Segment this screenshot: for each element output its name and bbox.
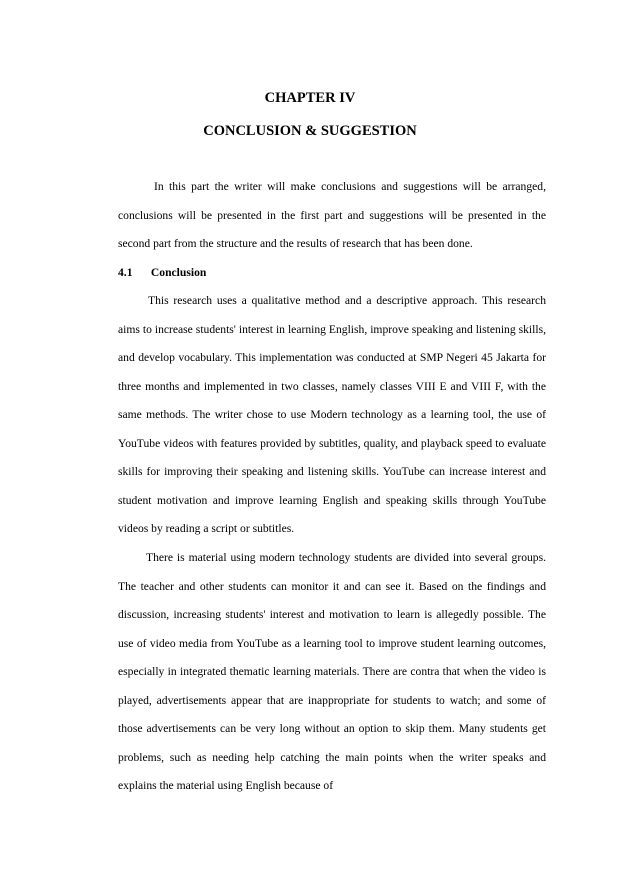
section-number: 4.1 [118,266,133,279]
chapter-subtitle: CONCLUSION & SUGGESTION [203,123,417,139]
section-heading [118,259,546,288]
chapter-title: CHAPTER IV [264,90,356,106]
body-paragraph: This research uses a qualitative method and a descriptive approach. This research aims to increase students' interest in learning English, improve speaking and listening skills, and develop vocabulary. This implementation was conducted at SMP Negeri 45 Jakarta for three months and implemented in two classes, namely classes VIII E and VIII F, with the same methods. The writer chose to use Modern technology as a learning tool, the use of YouTube videos with features provided by subtitles, quality, and playback speed to evaluate skills for improving their speaking and listening skills. YouTube can increase interest and student motivation and improve learning English and speaking skills through YouTube videos by reading a script or subtitles. [118,294,546,536]
section-title: Conclusion [150,266,207,279]
intro-paragraph: In this part the writer will make conclusions and suggestions will be arranged, conclusions will be presented in the first part and suggestions will be presented in the second part from the structure and the results of research that has been done. [118,180,546,251]
body-paragraph: There is material using modern technology students are divided into several groups. The teacher and other students can monitor it and can see it. Based on the findings and discussion, increasing students' interest and motivation to learn is allegedly possible. The use of video media from YouTube as a learning tool to improve student learning outcomes, especially in integrated thematic learning materials. There are contra that when the video is played, advertisements appear that are inappropriate for students to watch; and some of those advertisements can be very long without an option to skip them. Many students get problems, such as needing help catching the main points when the writer speaks and explains the material using English because of [118,551,546,793]
